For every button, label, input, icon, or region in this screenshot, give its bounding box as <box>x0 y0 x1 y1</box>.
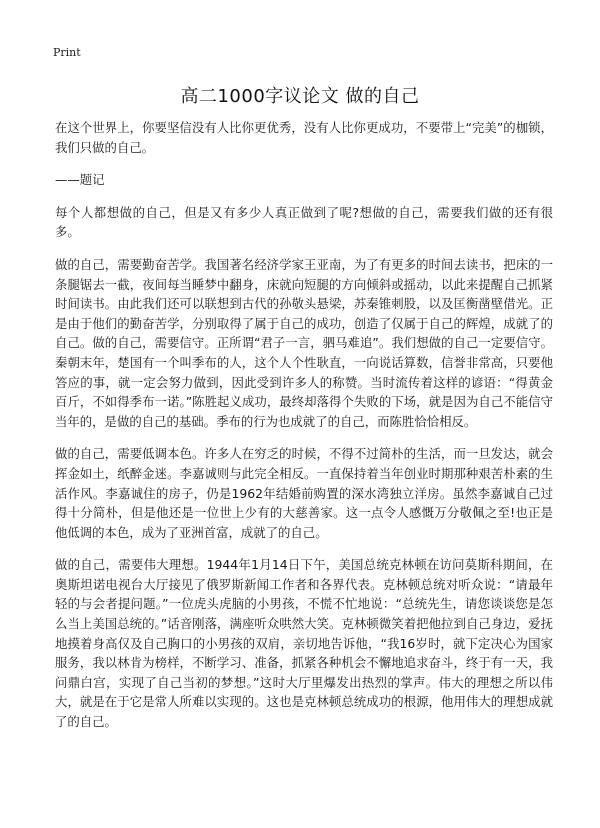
body-paragraph: 做的自己，需要勤奋苦学。我国著名经济学家王亚南，为了有更多的时间去读书，把床的一条腿锯去一截，夜间每当睡梦中翻身，床就向短腿的方向倾斜或摇动，以此来提醒自己抓紧时间读书。由此我们还可以联想到古代的孙敬头悬梁，苏秦锥刺股，以及匡衡凿壁借光。正是由于他们的勤奋苦学，分别取得了属于自己的成功，创造了仅属于自己的辉煌，成就了的自己。做的自己，需要信守。正所谓“君子一言，驷马难追”。我们想做的自己一定要信守。秦朝末年，楚国有一个叫季布的人，这个人个性耿直，一向说话算数，信誉非常高，只要他答应的事，就一定会努力做到，因此受到许多人的称赞。当时流传着这样的谚语：“得黄金百斤，不如得季布一诺。”陈胜起义成功，最终却落得个失败的下场，就是因为自己不能信守当年的，是做的自己的基础。季布的行为也成就了的自己，而陈胜恰恰相反。 <box>55 256 553 429</box>
intro-paragraph: 每个人都想做的自己，但是又有多少人真正做到了呢?想做的自己，需要我们做的还有很多。 <box>55 204 553 240</box>
print-label: Print <box>53 46 81 59</box>
body-paragraph: 做的自己，需要低调本色。许多人在穷乏的时候，不得不过简朴的生活，而一旦发达，就会挥金如土，纸醉金迷。李嘉诚则与此完全相反。一直保持着当年创业时期那种艰苦朴素的生活作风。李嘉诚住的房子，仍是1962年结婚前购置的深水湾独立洋房。虽然李嘉诚自己过得十分简朴，但是他还是一位世上少有的大慈善家。这一点令人感慨万分敬佩之至!也正是他低调的本色，成为了亚洲首富，成就了的自己。 <box>55 446 553 540</box>
epigraph-paragraph: 在这个世界上，你要坚信没有人比你更优秀，没有人比你更成功，不要带上“完美”的枷锁，我们只做的自己。 <box>55 120 553 155</box>
epigraph-attribution: ——题记 <box>55 172 105 188</box>
article-body <box>55 118 553 745</box>
body-paragraph: 做的自己，需要伟大理想。1944年1月14日下午，美国总统克林顿在访问莫斯科期间，在奥斯坦诺电视台大厅接见了俄罗斯新闻工作者和各界代表。克林顿总统对听众说：“请最年轻的与会者提问题。”一位虎头虎脑的小男孩，不慌不忙地说：“总统先生，请您谈谈您是怎么当上美国总统的。”话音刚落，满座听众哄然大笑。克林顿微笑着把他拉到自己身边，爱抚地摸着身高仅及自己胸口的小男孩的双肩，亲切地告诉他，“我16岁时，就下定决心为国家服务，我以林肯为榜样，不断学习、准备，抓紧各种机会不懈地追求奋斗，终于有一天，我问鼎白宫，实现了自己当初的梦想。”这时大厅里爆发出热烈的掌声。伟大的理想之所以伟大，就是在于它是常人所难以实现的。这也是克林顿总统成功的根源，他用伟大的理想成就了的自己。 <box>55 557 553 730</box>
page-title: 高二1000字议论文 做的自己 <box>180 86 420 107</box>
